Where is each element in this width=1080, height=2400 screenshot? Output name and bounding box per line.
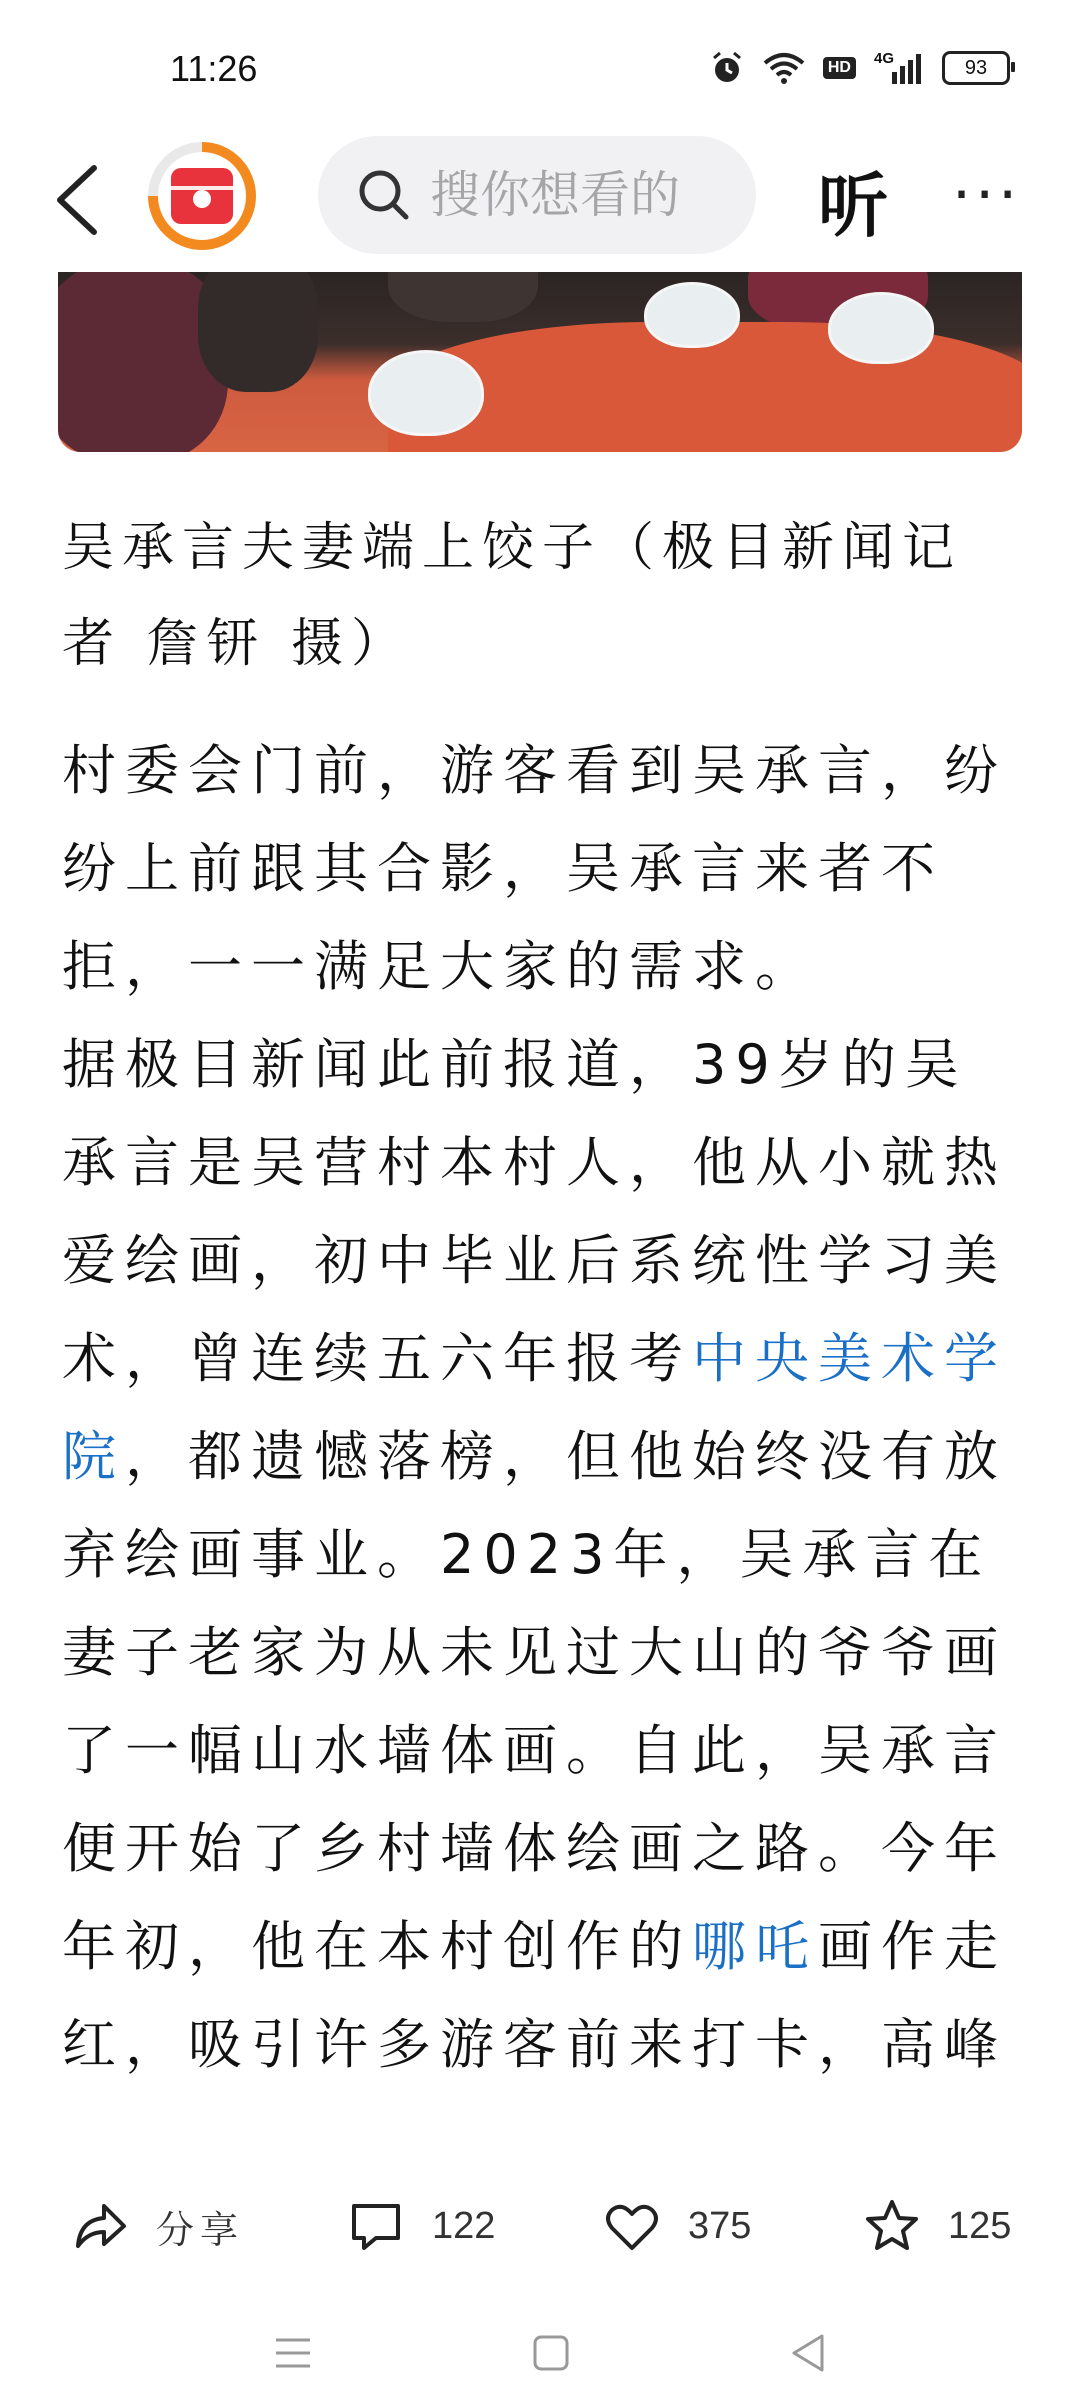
photo-bowl: [828, 292, 934, 364]
menu-icon[interactable]: [268, 2328, 318, 2378]
search-icon: [356, 167, 412, 223]
app-logo[interactable]: [148, 142, 256, 250]
link-central-academy[interactable]: 中央美术学院: [62, 1327, 1007, 1488]
back-button[interactable]: [48, 160, 108, 240]
listen-button[interactable]: 听: [818, 165, 888, 247]
comment-button[interactable]: [346, 2196, 495, 2256]
signal-icon: [873, 49, 924, 84]
share-label: 分享: [156, 2207, 245, 2252]
favorite-button[interactable]: [862, 2196, 1011, 2256]
paragraph-text: 据极目新闻此前报道，39岁的吴承言是吴营村本村人，他从小就热爱绘画，初中毕业后系统性学习美术，曾连续五六年报考: [62, 1033, 1007, 1390]
link-nezha[interactable]: 哪吒: [692, 1915, 818, 1978]
system-nav-bar: [0, 2300, 1080, 2400]
favorite-count: 125: [948, 2204, 1012, 2247]
photo-person: [198, 272, 318, 392]
image-caption: 吴承言夫妻端上饺子（极目新闻记者 詹钘 摄）: [62, 518, 963, 674]
text-fade: [0, 2110, 1080, 2160]
star-icon: [862, 2196, 922, 2256]
app-logo-icon: [171, 168, 233, 224]
more-options-button[interactable]: ···: [952, 160, 1022, 230]
like-button[interactable]: [602, 2196, 751, 2256]
status-bar: [0, 0, 1080, 130]
battery-icon: [942, 51, 1010, 85]
action-bar: [0, 2160, 1080, 2300]
photo-bowl: [644, 282, 740, 348]
network-type: 4G: [873, 49, 894, 67]
article-paragraph-1: 村委会门前，游客看到吴承言，纷纷上前跟其合影，吴承言来者不拒，一一满足大家的需求。: [62, 739, 1007, 998]
photo-bowl: [368, 350, 484, 436]
comment-count: 122: [432, 2204, 496, 2247]
photo-person: [388, 272, 538, 322]
status-icons: [709, 50, 1010, 86]
article-paragraph-2: [62, 1016, 1012, 2094]
search-input[interactable]: [430, 166, 750, 224]
like-count: 375: [688, 2204, 752, 2247]
back-triangle-icon[interactable]: [784, 2328, 834, 2378]
alarm-icon: [709, 50, 745, 86]
paragraph-text: 画作走红，吸引许多游客前来打卡，高峰: [62, 1915, 1007, 2076]
comment-icon: [346, 2196, 406, 2256]
share-button[interactable]: [70, 2196, 244, 2256]
article-photo[interactable]: [58, 272, 1022, 452]
home-icon[interactable]: [526, 2328, 576, 2378]
hd-icon: HD: [823, 57, 856, 79]
paragraph-text: ，都遗憾落榜，但他始终没有放弃绘画事业。2023年，吴承言在妻子老家为从未见过大山的爷爷画了一幅山水墙体画。自此，吴承言便开始了乡村墙体绘画之路。今年年初，他在本村创作的: [62, 1425, 1007, 1978]
search-bar[interactable]: [318, 136, 756, 254]
heart-icon: [602, 2196, 662, 2256]
status-time: 11:26: [170, 48, 258, 89]
battery-level: 93: [964, 56, 988, 79]
wifi-icon: [763, 51, 805, 85]
back-arrow-icon: [48, 160, 108, 240]
share-icon: [70, 2196, 130, 2256]
top-nav: [0, 130, 1080, 270]
